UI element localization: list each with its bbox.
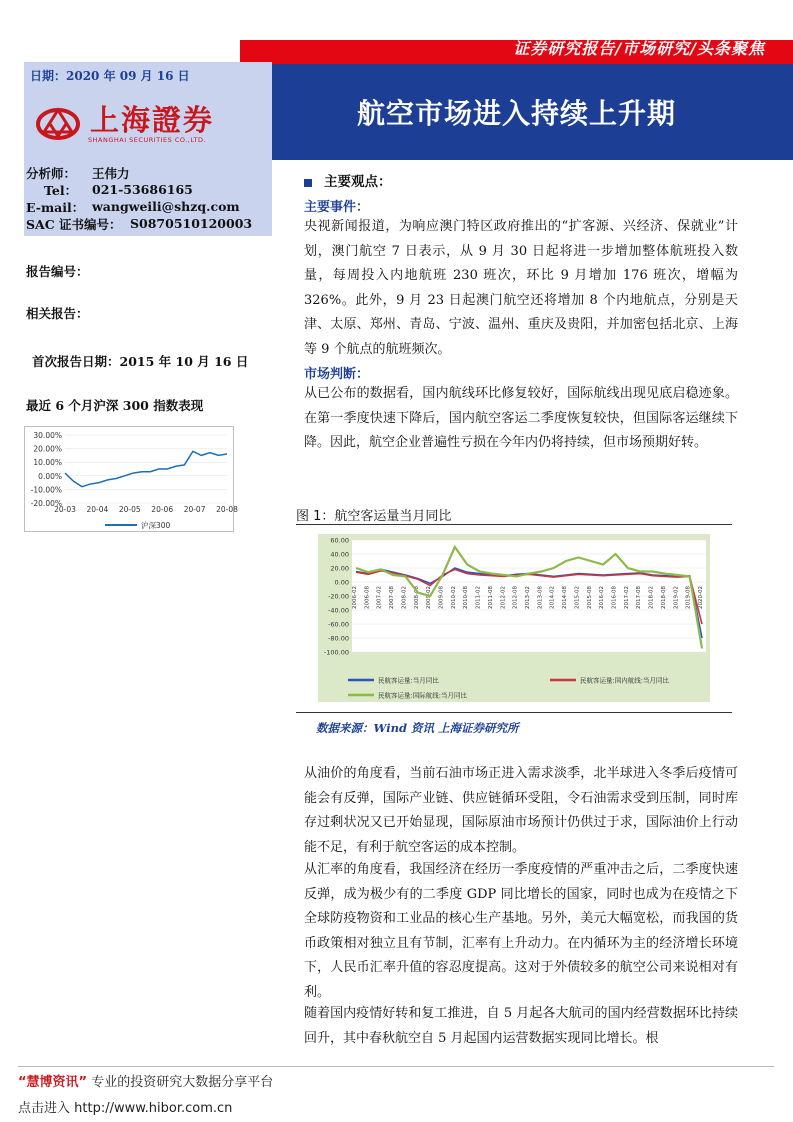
x-tick-label: 20-05: [118, 505, 141, 514]
y-tick-label: -20.00%: [30, 499, 62, 508]
x-tick-label: 20-03: [54, 505, 76, 514]
x-tick-label: 2009-08: [438, 586, 445, 609]
x-tick-label: 2008-08: [413, 586, 420, 609]
x-tick-label: 2011-08: [487, 586, 494, 609]
figure-top-rule: [296, 524, 732, 525]
key-points-title: 主要观点：: [324, 174, 392, 190]
x-tick-label: 20-07: [183, 505, 206, 514]
x-tick-label: 2011-02: [475, 586, 482, 609]
analyst-row: [26, 198, 252, 215]
footer-link[interactable]: 点击进入 http://www.hibor.com.cn: [18, 1101, 233, 1116]
analyst-row: [26, 215, 252, 232]
x-tick-label: 2006-08: [364, 586, 371, 609]
main-event-heading: 主要事件：: [304, 200, 370, 215]
data-source-note: 数据来源：Wind 资讯 上海证券研究所: [316, 721, 519, 735]
report-category-tag: 证券研究报告/市场研究/头条聚焦: [513, 39, 765, 58]
x-tick-label: 2014-08: [562, 586, 569, 609]
figure-bottom-rule: [296, 712, 732, 713]
x-tick-label: 2010-02: [450, 586, 457, 609]
report-number-label: 报告编号：: [26, 264, 89, 279]
index-performance-title: 最近 6 个月沪深 300 指数表现: [26, 398, 204, 413]
footer-brand: “慧博资讯”: [18, 1075, 88, 1090]
y-tick-label: 20.00: [330, 564, 349, 573]
analyst-row: [26, 181, 252, 198]
report-date: 日期：2020 年 09 月 16 日: [30, 69, 190, 83]
legend-label: 民航客运量:国内航线:当月同比: [580, 676, 669, 685]
x-tick-label: 20-04: [86, 505, 109, 514]
x-tick-label: 2013-08: [537, 586, 544, 609]
x-tick-label: 2018-02: [648, 586, 655, 609]
sac-label: SAC 证书编号：: [26, 216, 122, 232]
x-tick-label: 20-06: [151, 505, 174, 514]
y-tick-label: 0.00%: [38, 471, 62, 481]
x-tick-label: 2018-08: [660, 586, 667, 609]
key-points-heading: [304, 170, 392, 190]
logo-subtitle: SHANGHAI SECURITIES CO.,LTD.: [88, 136, 207, 144]
analyst-row: [26, 164, 252, 181]
y-tick-label: 30.00%: [33, 431, 62, 440]
y-tick-label: -100.00: [323, 648, 349, 657]
exchange-rate-paragraph: 从汇率的角度看，我国经济在经历一季度疫情的严重冲击之后，二季度快速反弹，成为极少有的二季度 GDP 同比增长的国家，同时也成为在疫情之下全球防疫物资和工业品的核心生产基地。另外，美元大幅宽松，而我国的货币政策相对独立且有节制，汇率有上升动力。在内循环为主的经济增长环境下，人民币汇率升值的容忍度提高。这对于外债较多的航空公司来说相对有利。: [304, 862, 738, 1000]
x-tick-label: 2019-02: [673, 586, 680, 609]
legend-label: 民航客运量:国际航线:当月同比: [378, 691, 467, 700]
market-judgement-heading: 市场判断：: [304, 367, 370, 382]
legend-label: 民航客运量:当月同比: [378, 676, 439, 685]
analyst-info: [26, 164, 252, 232]
passenger-volume-chart: [318, 534, 710, 702]
x-tick-label: 2020-02: [698, 586, 704, 609]
footer-rule: [18, 1066, 774, 1067]
x-tick-label: 2010-08: [463, 586, 470, 609]
y-tick-label: -60.00: [328, 620, 349, 629]
first-report-date: 首次报告日期：2015 年 10 月 16 日: [32, 354, 249, 369]
x-tick-label: 2016-08: [611, 586, 618, 609]
x-tick-label: 2014-02: [549, 586, 556, 609]
legend-label: 沪深300: [141, 521, 171, 530]
x-tick-label: 2015-08: [586, 586, 593, 609]
x-tick-label: 2019-08: [685, 586, 692, 609]
y-tick-label: 60.00: [330, 536, 349, 545]
y-tick-label: -80.00: [328, 634, 349, 643]
x-tick-label: 2012-08: [512, 586, 519, 609]
square-bullet-icon: [304, 179, 312, 187]
x-tick-label: 2015-02: [574, 586, 581, 609]
hs300-chart: [24, 426, 238, 532]
email-label: E-mail：: [26, 199, 85, 215]
main-event-text: 央视新闻报道，为响应澳门特区政府推出的“扩客源、兴经济、保就业”计划，澳门航空 7 日表示，从 9 月 30 日起将进一步增加整体航班投入数量，每周投入内地航班 230 班次，环比 9 月增加 176 班次，增幅为 326%。此外，9 月 23 日起澳门航空还将增加 8 个内地航点，分别是天津、太原、郑州、青岛、宁波、温州、重庆及贵阳，并加密包括北京、上海等 9 个航点的航班频次。: [304, 219, 738, 357]
y-tick-label: 40.00: [330, 550, 349, 559]
x-tick-label: 20-08: [216, 505, 238, 514]
tel-label: Tel：: [44, 182, 78, 198]
y-tick-label: -10.00%: [30, 485, 62, 495]
logo-emblem-icon: [36, 102, 80, 146]
report-title: 航空市场进入持续上升期: [356, 97, 676, 130]
oil-price-paragraph: 从油价的角度看，当前石油市场正进入需求淡季，北半球进入冬季后疫情可能会有反弹，国际产业链、供应链循环受阻，令石油需求受到压制，同时库存过剩状况又已开始显现，国际原油市场预计仍供过于求，国际油价上行动能不足，有利于航空客运的成本控制。: [304, 766, 738, 855]
x-tick-label: 2009-02: [426, 586, 433, 609]
x-tick-label: 2017-02: [623, 586, 630, 609]
footer-slogan-text: 专业的投资研究大数据分享平台: [87, 1075, 274, 1090]
hs300-chart-svg: [25, 427, 238, 533]
figure-title: 图 1：航空客运量当月同比: [296, 509, 452, 524]
x-tick-label: 2016-02: [599, 586, 606, 609]
analyst-label: 分析师：: [26, 165, 77, 181]
x-tick-label: 2007-08: [389, 586, 396, 609]
email-value[interactable]: wangweili@shzq.com: [92, 199, 240, 214]
tel-value: 021-53686165: [92, 182, 193, 197]
x-tick-label: 2008-02: [401, 586, 408, 609]
analyst-name: 王伟力: [92, 165, 130, 181]
y-tick-label: -40.00: [328, 606, 349, 615]
company-logo: [28, 92, 226, 160]
y-tick-label: 0.00: [334, 578, 349, 587]
x-tick-label: 2012-02: [500, 586, 507, 609]
hs300-series-line: [65, 451, 227, 486]
x-tick-label: 2013-02: [525, 586, 531, 609]
x-tick-label: 2007-02: [376, 586, 383, 609]
y-tick-label: -20.00: [328, 592, 349, 601]
x-tick-label: 2017-08: [636, 586, 643, 609]
x-tick-label: 2006-02: [352, 586, 358, 609]
market-judgement-text: 从已公布的数据看，国内航线环比修复较好，国际航线出现见底启稳迹象。在第一季度快速下降后，国内航空客运二季度恢复较快，但国际客运继续下降。因此，航空企业普遍性亏损在今年内仍将持续，但市场预期好转。: [304, 386, 738, 450]
sac-value: S0870510120003: [130, 216, 253, 231]
passenger-volume-chart-svg: [318, 534, 710, 702]
y-tick-label: 20.00%: [33, 444, 62, 454]
related-reports-label: 相关报告：: [26, 306, 89, 321]
footer-slogan: [18, 1071, 273, 1090]
logo-name: 上海證券: [90, 103, 215, 137]
recovery-paragraph: 随着国内疫情好转和复工推进，自 5 月起各大航司的国内经营数据环比持续回升，其中春秋航空自 5 月起国内运营数据实现同比增长。根: [304, 1006, 738, 1046]
y-tick-label: 10.00%: [33, 458, 62, 468]
header-spacer: [240, 18, 502, 40]
